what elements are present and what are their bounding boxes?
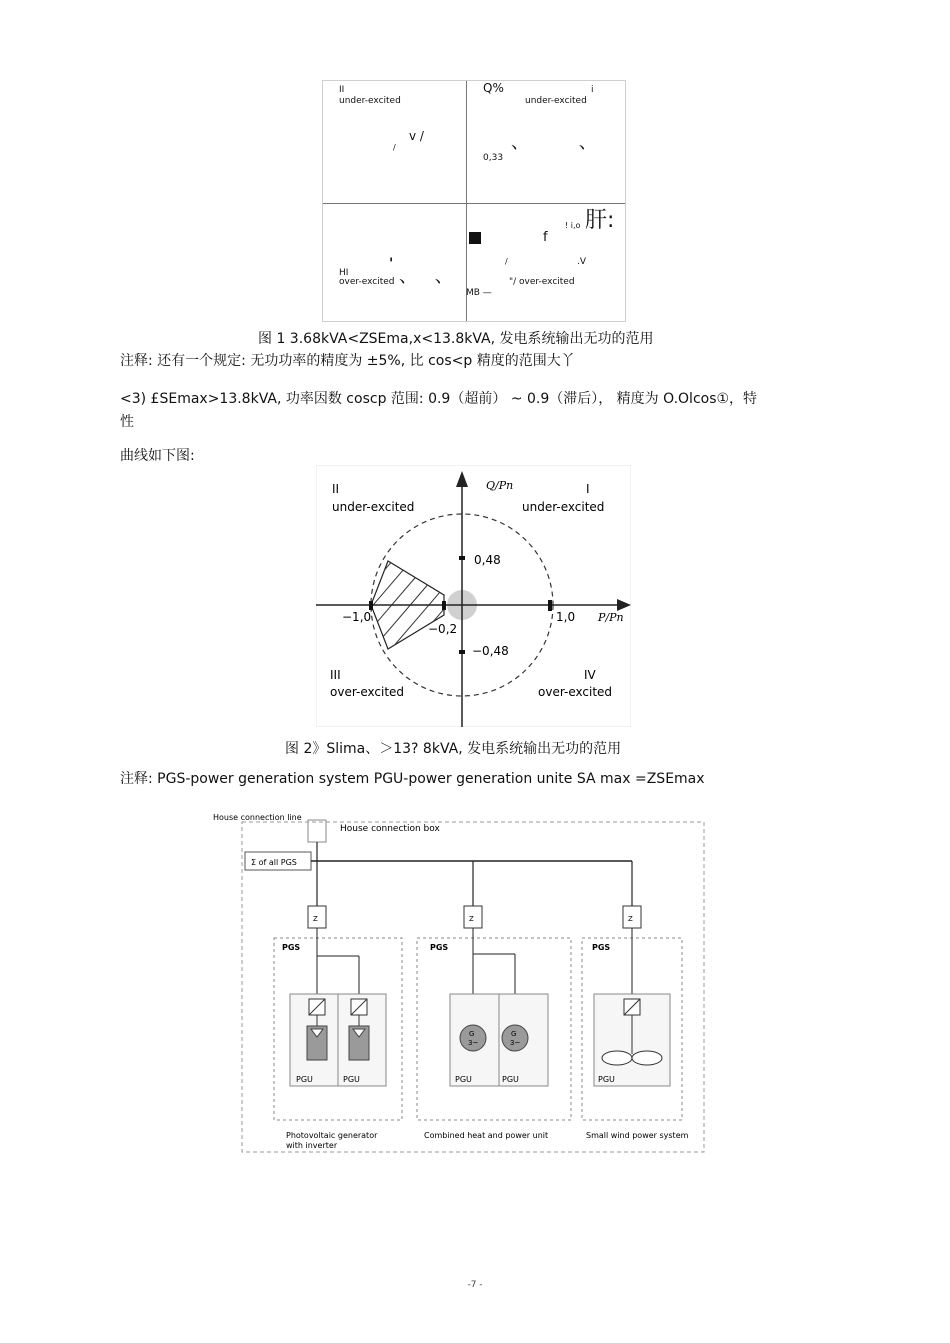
fragment-slash-2: / [505, 257, 508, 266]
meter-chp-label: Z [469, 915, 474, 923]
quadrant-2-roman: II [339, 85, 345, 95]
house-connection-box-symbol [308, 820, 326, 842]
note-1: 注释: 还有一个规定: 无功功率的精度为 ±5%, 比 cos<p 精度的范围大丫 [120, 353, 575, 369]
house-connection-line-label: House connection line [213, 813, 302, 822]
chp-caption: Combined heat and power unit [424, 1131, 549, 1140]
quadrant-1-label: under-excited [525, 96, 587, 106]
p-axis-label: P/Pn [598, 611, 624, 624]
tick-p-neg-label: −1,0 [342, 610, 372, 624]
quadrant-2-roman: II [332, 482, 340, 496]
fragment-mb: MB — [466, 288, 492, 298]
fragment-f: f [543, 230, 548, 245]
generator-2-icon [502, 1025, 528, 1051]
fragment-v-2: .V [577, 257, 587, 267]
wind-caption: Small wind power system [586, 1131, 689, 1140]
quadrant-4-label: "/ over-excited [509, 277, 575, 287]
generator-1-label: G [469, 1030, 475, 1038]
note-2: 注释: PGS-power generation system PGU-power generation unite SA max =ZSEmax [120, 771, 705, 787]
page-number: -7 - [467, 1280, 483, 1290]
quadrant-1-roman: i [591, 85, 594, 95]
fragment-slash: / [393, 143, 396, 152]
quadrant-3-label: over-excited [330, 685, 405, 699]
quadrant-1-label: under-excited [522, 500, 605, 514]
item-3-line-1: <3) £SEmax>13.8kVA, 功率因数 coscp 范围: 0.9（超前） ~ 0.9（滞后）， 精度为 O.Olcos①，特 [120, 391, 758, 407]
tick-p-pos-mark [548, 600, 552, 611]
generator-2-phase: 3~ [510, 1039, 521, 1047]
pgs-label-wind: PGS [592, 943, 611, 952]
generator-1-phase: 3~ [468, 1039, 479, 1047]
q-axis-line [466, 81, 467, 321]
wind-rotor-right [632, 1051, 662, 1065]
tick-q-pos-label: 0,48 [474, 553, 501, 567]
tick-p-neg-mark [369, 601, 373, 610]
tick-mark: ' [389, 256, 394, 272]
pgs-label-chp: PGS [430, 943, 449, 952]
tick-q-neg-label: −0,48 [472, 644, 509, 658]
meter-pv-label: Z [313, 915, 318, 923]
pv-caption-2: with inverter [286, 1141, 338, 1150]
quadrant-2-label: under-excited [339, 96, 401, 106]
figure-2-pq-diagram [316, 465, 631, 727]
quadrant-4-label: over-excited [538, 685, 613, 699]
pgu-label-pv-1: PGU [296, 1075, 313, 1084]
marks-bottom: 、 、 [399, 266, 459, 287]
p-axis-line [323, 203, 625, 204]
quadrant-3-roman: HI [339, 268, 349, 278]
wind-rotor-left [602, 1051, 632, 1065]
fragment-v: v / [409, 129, 424, 143]
tick-p-small-mark [442, 601, 446, 610]
pgu-label-wind: PGU [598, 1075, 615, 1084]
q-axis-label: Q/Pn [486, 479, 514, 492]
tick-q-neg-mark [459, 650, 465, 654]
figure-1-quadrant-diagram [322, 80, 626, 322]
fragment-big-glyph: 肝: [585, 208, 615, 233]
quadrant-3-roman: III [330, 668, 341, 682]
pgu-label-chp-1: PGU [455, 1075, 472, 1084]
meter-wind-label: Z [628, 915, 633, 923]
figure-1-caption: 图 1 3.68kVA<ZSEma,x<13.8kVA, 发电系统输出无功的范用 [258, 331, 654, 347]
tick-033: 0,33 [483, 153, 504, 163]
figure-2-caption: 图 2》Slima、＞13? 8kVA, 发电系统输出无功的范用 [285, 741, 622, 757]
item-3-line-2: 性 [120, 414, 134, 430]
generator-1-icon [460, 1025, 486, 1051]
q-axis-label: Q% [483, 81, 504, 95]
fragment-io: ! i,o [565, 221, 581, 230]
pv-caption-1: Photovoltaic generator [286, 1131, 378, 1140]
curve-intro: 曲线如下图: [120, 448, 195, 464]
pgu-label-pv-2: PGU [343, 1075, 360, 1084]
tick-p-pos-label: 1,0 [556, 610, 576, 624]
tick-p-small-label: −0,2 [428, 622, 458, 636]
generator-2-label: G [511, 1030, 517, 1038]
figure-3-connection-diagram [212, 808, 712, 1153]
quadrant-4-roman: IV [584, 668, 596, 682]
black-square-marker [469, 232, 481, 244]
tick-q-pos-mark [459, 556, 465, 560]
pgs-label-pv: PGS [282, 943, 301, 952]
pgu-label-chp-2: PGU [502, 1075, 519, 1084]
house-connection-box-label: House connection box [340, 824, 440, 834]
sigma-pgs-label: Σ of all PGS [251, 858, 297, 867]
quadrant-2-label: under-excited [332, 500, 415, 514]
quadrant-1-roman: I [586, 482, 590, 496]
quadrant-3-label: over-excited [339, 277, 395, 287]
marks-top: 、 、 [511, 132, 619, 153]
